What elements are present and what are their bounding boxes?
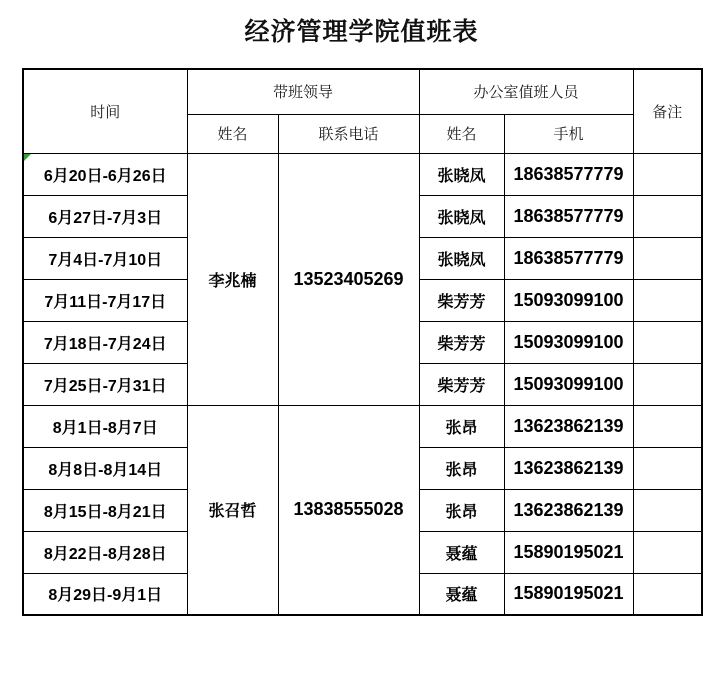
- staff-phone-cell: 13623862139: [504, 447, 633, 489]
- staff-phone-cell: 18638577779: [504, 237, 633, 279]
- time-cell: 8月29日-9月1日: [23, 573, 187, 615]
- leader-phone-cell: 13838555028: [278, 405, 419, 615]
- staff-phone-cell: 15093099100: [504, 363, 633, 405]
- remark-cell: [633, 363, 702, 405]
- staff-phone-cell: 18638577779: [504, 153, 633, 195]
- header-staff-name: 姓名: [419, 114, 504, 153]
- staff-name-cell: 聂蕴: [419, 573, 504, 615]
- staff-name-cell: 聂蕴: [419, 531, 504, 573]
- time-cell: [23, 153, 187, 195]
- staff-name-cell: 张晓凤: [419, 237, 504, 279]
- remark-cell: [633, 489, 702, 531]
- remark-cell: [633, 573, 702, 615]
- header-time: 时间: [23, 69, 187, 153]
- staff-phone-cell: 18638577779: [504, 195, 633, 237]
- remark-cell: [633, 321, 702, 363]
- time-cell: 6月27日-7月3日: [23, 195, 187, 237]
- header-staff-phone: 手机: [504, 114, 633, 153]
- header-remark: 备注: [633, 69, 702, 153]
- header-row-groups: [23, 69, 702, 114]
- header-leader-name: 姓名: [187, 114, 278, 153]
- remark-cell: [633, 153, 702, 195]
- staff-name-cell: 张昂: [419, 405, 504, 447]
- leader-name-cell: 张召哲: [187, 405, 278, 615]
- staff-name-cell: 张昂: [419, 447, 504, 489]
- header-leader-phone: 联系电话: [278, 114, 419, 153]
- time-cell: 7月4日-7月10日: [23, 237, 187, 279]
- header-leader-group: 带班领导: [187, 69, 419, 114]
- remark-cell: [633, 279, 702, 321]
- staff-phone-cell: 15890195021: [504, 573, 633, 615]
- time-cell: 8月8日-8月14日: [23, 447, 187, 489]
- remark-cell: [633, 195, 702, 237]
- staff-name-cell: 张晓凤: [419, 195, 504, 237]
- time-text: 6月20日-6月26日: [43, 167, 167, 185]
- staff-name-cell: 柴芳芳: [419, 363, 504, 405]
- remark-cell: [633, 447, 702, 489]
- remark-cell: [633, 237, 702, 279]
- remark-cell: [633, 531, 702, 573]
- table-row: [23, 405, 702, 447]
- time-cell: 8月22日-8月28日: [23, 531, 187, 573]
- leader-name-cell: 李兆楠: [187, 153, 278, 405]
- leader-phone-cell: 13523405269: [278, 153, 419, 405]
- header-office-group: 办公室值班人员: [419, 69, 633, 114]
- remark-cell: [633, 405, 702, 447]
- cell-error-indicator-icon: [24, 154, 31, 161]
- time-cell: 8月1日-8月7日: [23, 405, 187, 447]
- page-title: 经济管理学院值班表: [244, 18, 479, 46]
- staff-name-cell: 张晓凤: [419, 153, 504, 195]
- staff-phone-cell: 15093099100: [504, 279, 633, 321]
- time-cell: 7月11日-7月17日: [23, 279, 187, 321]
- time-cell: 8月15日-8月21日: [23, 489, 187, 531]
- staff-phone-cell: 15093099100: [504, 321, 633, 363]
- staff-name-cell: 柴芳芳: [419, 321, 504, 363]
- staff-phone-cell: 13623862139: [504, 405, 633, 447]
- duty-table: [22, 68, 703, 616]
- staff-phone-cell: 15890195021: [504, 531, 633, 573]
- staff-name-cell: 张昂: [419, 489, 504, 531]
- staff-phone-cell: 13623862139: [504, 489, 633, 531]
- time-cell: 7月18日-7月24日: [23, 321, 187, 363]
- time-cell: 7月25日-7月31日: [23, 363, 187, 405]
- staff-name-cell: 柴芳芳: [419, 279, 504, 321]
- table-row: [23, 153, 702, 195]
